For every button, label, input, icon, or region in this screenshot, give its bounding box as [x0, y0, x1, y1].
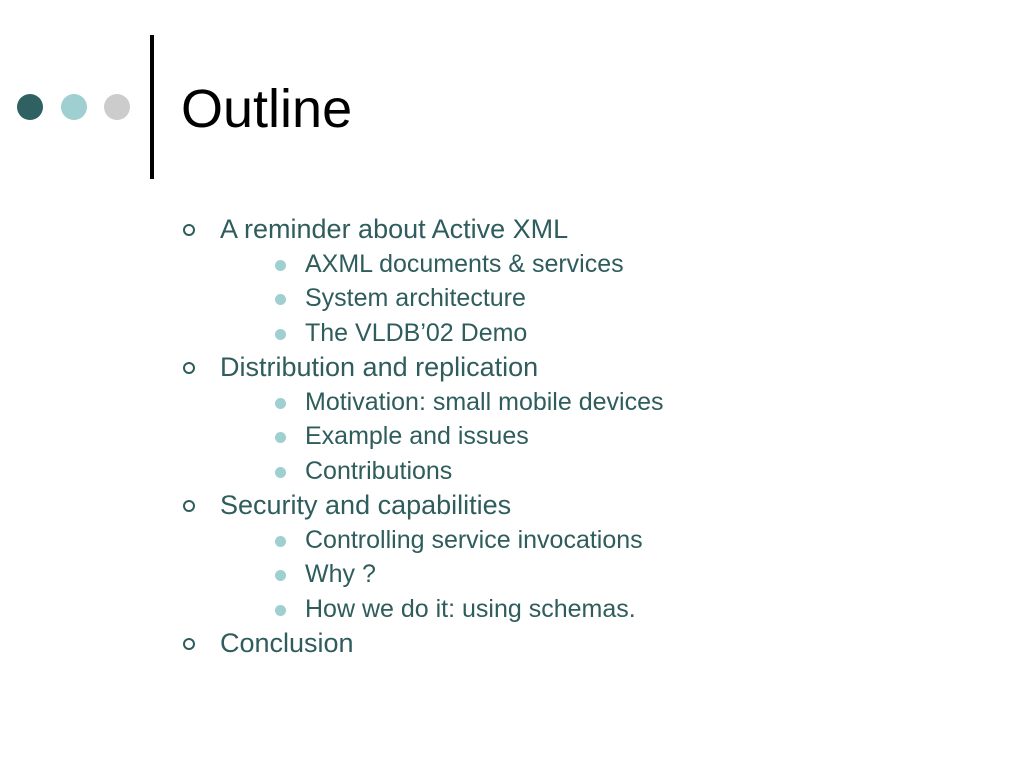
- outline-item-security: [180, 488, 663, 626]
- sub-item: [220, 247, 663, 282]
- sub-item-label: Controlling service invocations: [305, 525, 643, 554]
- sub-item: [220, 419, 663, 454]
- filled-circle-bullet-icon: [275, 570, 286, 581]
- sub-item-label: The VLDB’02 Demo: [305, 318, 528, 347]
- dark-teal-dot: [17, 94, 43, 120]
- filled-circle-bullet-icon: [275, 398, 286, 409]
- sub-item: [220, 523, 663, 558]
- filled-circle-bullet-icon: [275, 329, 286, 340]
- sub-item-label: Motivation: small mobile devices: [305, 387, 664, 416]
- sub-item: [220, 281, 663, 316]
- filled-circle-bullet-icon: [275, 605, 286, 616]
- outline-item-conclusion: [180, 626, 663, 661]
- filled-circle-bullet-icon: [275, 294, 286, 305]
- outline-list: [180, 212, 663, 661]
- outline-item-label: A reminder about Active XML: [220, 214, 569, 244]
- sub-item-label: AXML documents & services: [305, 249, 624, 278]
- sub-item: [220, 385, 663, 420]
- sub-list: [220, 247, 663, 351]
- gray-dot: [104, 94, 130, 120]
- sub-item-label: Contributions: [305, 456, 453, 485]
- sub-item: [220, 316, 663, 351]
- hollow-circle-bullet-icon: [183, 224, 195, 236]
- outline-item-distribution: [180, 350, 663, 488]
- light-teal-dot: [61, 94, 87, 120]
- hollow-circle-bullet-icon: [183, 638, 195, 650]
- sub-item: [220, 454, 663, 489]
- outline-item-label: Distribution and replication: [220, 352, 539, 382]
- title-divider-line: [150, 35, 154, 179]
- outline-item-label: Security and capabilities: [220, 490, 512, 520]
- filled-circle-bullet-icon: [275, 536, 286, 547]
- slide-title: Outline: [181, 79, 353, 139]
- sub-list: [220, 523, 663, 627]
- filled-circle-bullet-icon: [275, 260, 286, 271]
- hollow-circle-bullet-icon: [183, 500, 195, 512]
- sub-item-label: System architecture: [305, 284, 526, 312]
- sub-item: [220, 592, 663, 627]
- sub-list: [220, 385, 663, 489]
- sub-item-label: Why ?: [305, 560, 376, 588]
- sub-item: [220, 557, 663, 592]
- filled-circle-bullet-icon: [275, 432, 286, 443]
- filled-circle-bullet-icon: [275, 467, 286, 478]
- hollow-circle-bullet-icon: [183, 362, 195, 374]
- sub-item-label: Example and issues: [305, 422, 529, 450]
- outline-item-reminder: [180, 212, 663, 350]
- outline-item-label: Conclusion: [220, 628, 354, 658]
- sub-item-label: How we do it: using schemas.: [305, 594, 636, 623]
